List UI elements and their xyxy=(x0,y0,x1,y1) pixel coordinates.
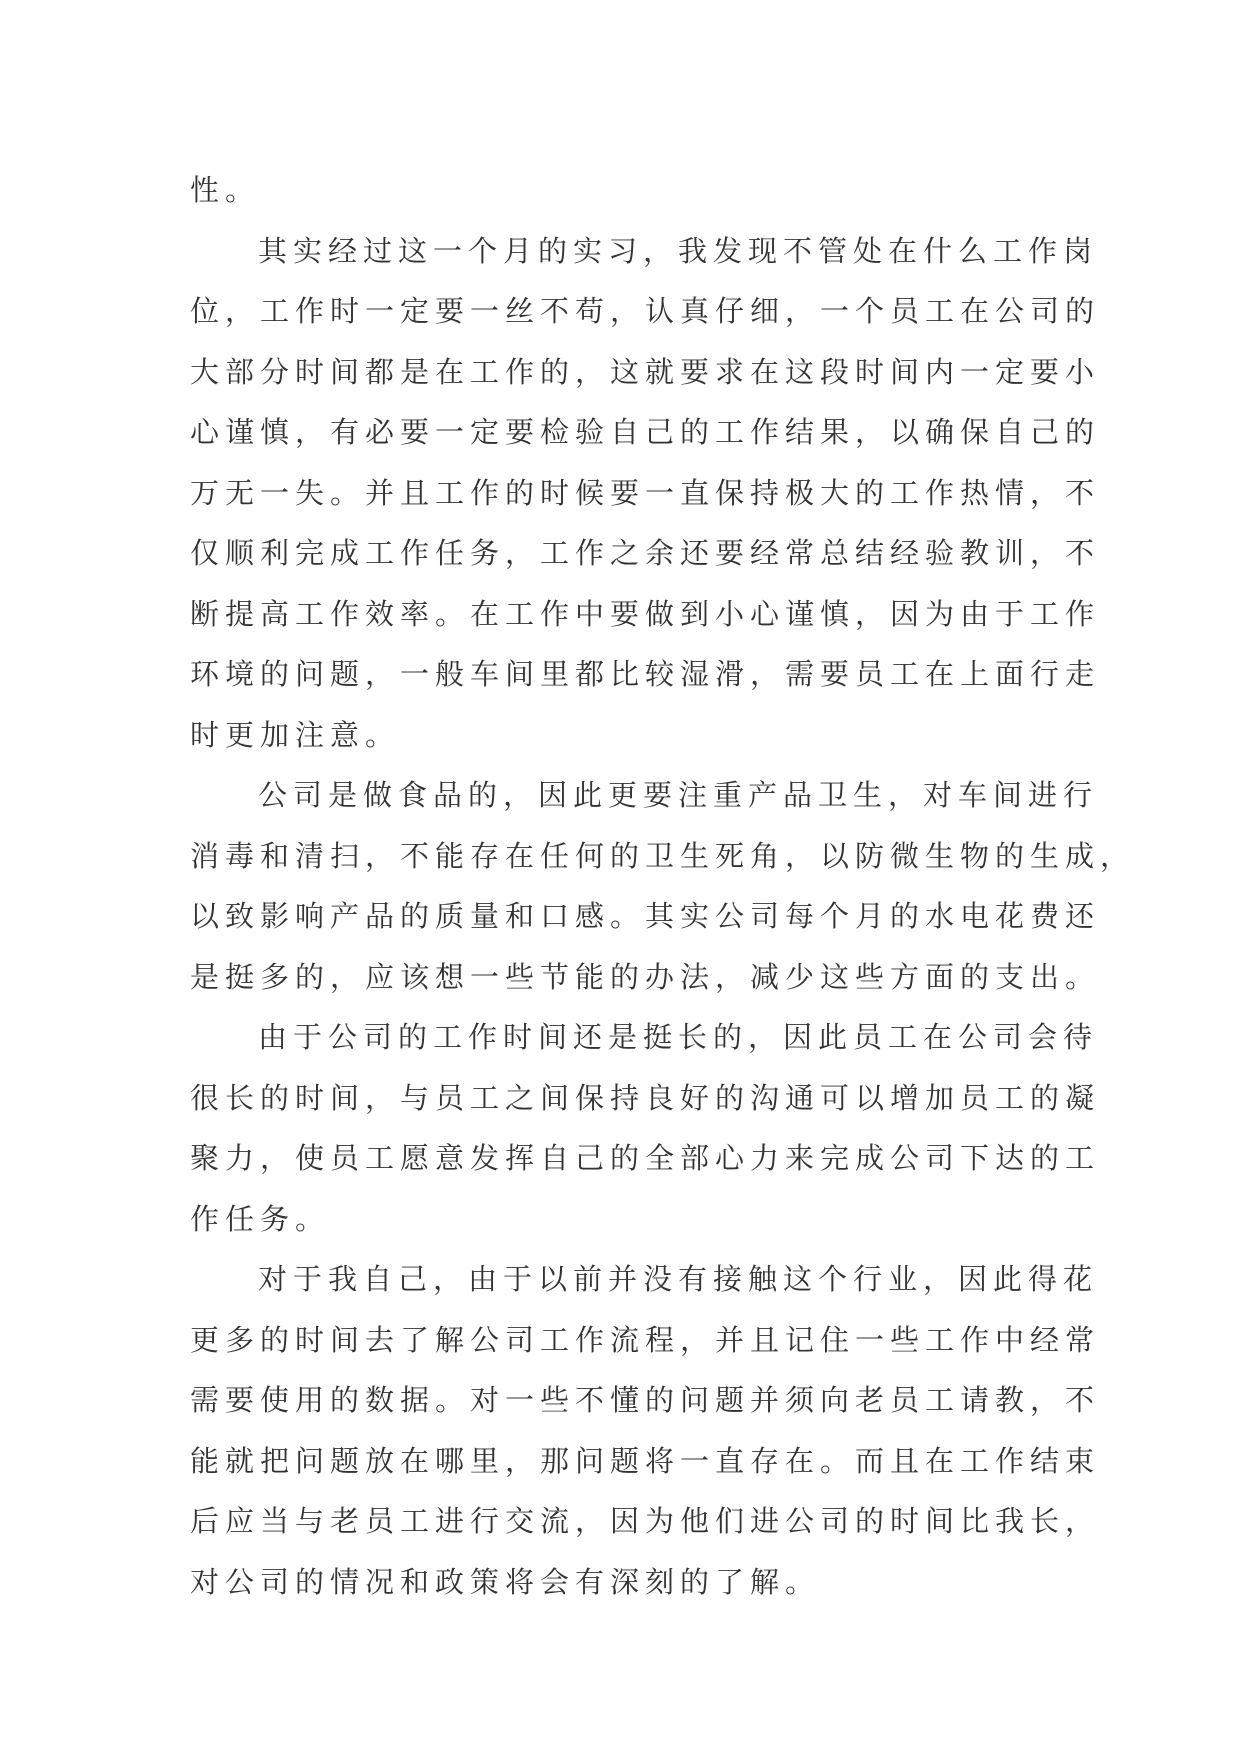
text-line: 位，工作时一定要一丝不苟，认真仔细，一个员工在公司的 xyxy=(190,294,1101,328)
text-line: 能就把问题放在哪里，那问题将一直存在。而且在工作结束 xyxy=(190,1443,1101,1478)
paragraph-first-line: 公司是做食品的，因此更要注重产品卫生，对车间进行 xyxy=(258,778,1099,812)
paragraph-first-line: 由于公司的工作时间还是挺长的，因此员工在公司会待 xyxy=(258,1020,1099,1054)
text-line: 以致影响产品的质量和口感。其实公司每个月的水电花费还 xyxy=(190,899,1101,933)
text-line: 万无一失。并且工作的时候要一直保持极大的工作热情，不 xyxy=(190,475,1101,510)
text-line: 环境的问题，一般车间里都比较湿滑，需要员工在上面行走 xyxy=(190,657,1101,691)
text-line: 时更加注意。 xyxy=(190,717,401,752)
text-line: 是挺多的，应该想一些节能的办法，减少这些方面的支出。 xyxy=(190,959,1101,994)
text-line: 大部分时间都是在工作的，这就要求在这段时间内一定要小 xyxy=(190,354,1101,389)
paragraph-first-line: 对于我自己，由于以前并没有接触这个行业，因此得花 xyxy=(258,1262,1099,1296)
text-line: 需要使用的数据。对一些不懂的问题并须向老员工请教，不 xyxy=(190,1383,1101,1417)
text-line: 很长的时间，与员工之间保持良好的沟通可以增加员工的凝 xyxy=(190,1080,1101,1115)
text-line: 断提高工作效率。在工作中要做到小心谨慎，因为由于工作 xyxy=(190,596,1101,631)
text-line: 聚力，使员工愿意发挥自己的全部心力来完成公司下达的工 xyxy=(190,1141,1101,1175)
document-body xyxy=(190,160,1136,1612)
text-line: 后应当与老员工进行交流，因为他们进公司的时间比我长， xyxy=(190,1504,1101,1538)
text-line: 性。 xyxy=(190,173,261,207)
text-line: 仅顺利完成工作任务，工作之余还要经常总结经验教训，不 xyxy=(190,536,1101,570)
text-line: 作任务。 xyxy=(190,1201,331,1236)
paragraph-first-line: 其实经过这一个月的实习，我发现不管处在什么工作岗 xyxy=(258,233,1099,268)
text-line: 心谨慎，有必要一定要检验自己的工作结果，以确保自己的 xyxy=(190,415,1101,449)
text-line: 更多的时间去了解公司工作流程，并且记住一些工作中经常 xyxy=(190,1322,1101,1357)
text-line: 对公司的情况和政策将会有深刻的了解。 xyxy=(190,1564,821,1599)
text-line: 消毒和清扫，不能存在任何的卫生死角，以防微生物的生成， xyxy=(190,838,1136,873)
